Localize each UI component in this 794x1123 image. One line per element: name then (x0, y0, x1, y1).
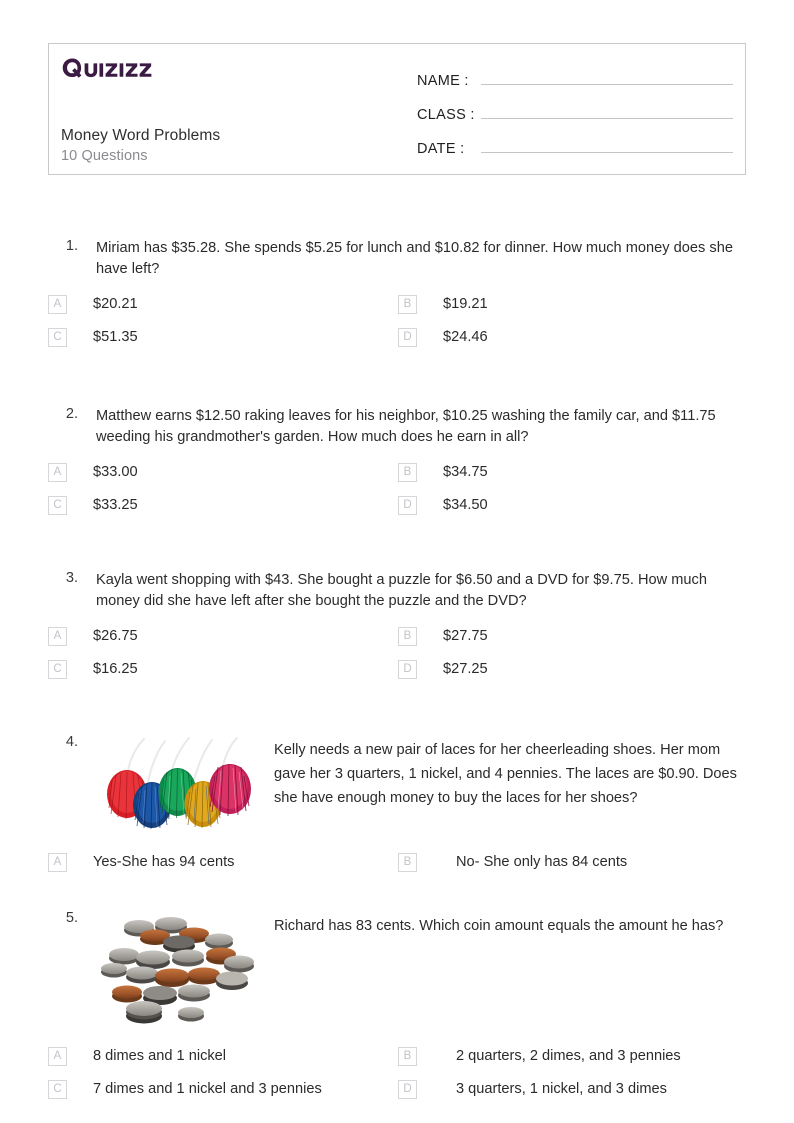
question-5 (48, 910, 746, 1099)
quizizz-logo (61, 57, 164, 79)
question-3-options (48, 626, 746, 679)
option-label: 3 quarters, 1 nickel, and 3 dimes (456, 1081, 667, 1097)
option-label: 7 dimes and 1 nickel and 3 pennies (93, 1081, 322, 1097)
question-2-header (48, 406, 746, 448)
question-4-image-wrapper (96, 734, 274, 834)
question-5-option-a[interactable] (48, 1046, 398, 1066)
pile-of-coins-image (96, 910, 266, 1028)
question-2-number: 2. (65, 406, 78, 422)
question-5-option-c[interactable] (48, 1079, 398, 1099)
option-label: $24.46 (443, 329, 488, 345)
question-3-text: Kayla went shopping with $43. She bought a puzzle for $6.50 and a DVD for $9.75. How much money did she have left after she bought the puzzle and the DVD? (96, 572, 707, 609)
question-4-header (48, 734, 746, 834)
cheerleading-pompoms-image (96, 734, 259, 834)
date-field-row (417, 137, 733, 159)
name-field-input-line[interactable] (481, 69, 733, 85)
worksheet-question-count: 10 Questions (61, 148, 148, 164)
option-row (48, 495, 746, 515)
question-1-header (48, 238, 746, 280)
option-label: Yes-She has 94 cents (93, 854, 235, 870)
name-field-row (417, 69, 733, 91)
option-letter-badge: D (398, 1080, 417, 1099)
question-2-option-d[interactable] (398, 495, 748, 515)
class-field-row (417, 103, 733, 125)
question-1-option-c[interactable] (48, 327, 398, 347)
question-3-option-d[interactable] (398, 659, 748, 679)
option-label: $33.25 (93, 497, 138, 513)
question-5-number: 5. (65, 910, 78, 926)
class-field-label: CLASS : (417, 107, 475, 123)
question-2-text: Matthew earns $12.50 raking leaves for his neighbor, $10.25 washing the family car, and $11.75 weeding his grandmother's garden. How much does he earn in all? (96, 408, 716, 445)
option-row (48, 462, 746, 482)
question-4-options (48, 852, 746, 872)
question-5-image-wrapper (96, 910, 274, 1028)
option-label: 8 dimes and 1 nickel (93, 1048, 227, 1064)
option-label: $34.75 (443, 464, 488, 480)
question-3 (48, 570, 746, 679)
question-1-option-d[interactable] (398, 327, 748, 347)
option-letter-badge: B (398, 295, 417, 314)
option-label: 2 quarters, 2 dimes, and 3 pennies (456, 1048, 681, 1064)
option-letter-badge: B (398, 627, 417, 646)
worksheet-header-card (48, 43, 746, 175)
question-3-option-b[interactable] (398, 626, 748, 646)
option-label: $20.21 (93, 296, 138, 312)
option-letter-badge: D (398, 660, 417, 679)
question-3-header (48, 570, 746, 612)
option-row (48, 327, 746, 347)
option-label: $33.00 (93, 464, 138, 480)
name-field-label: NAME : (417, 73, 469, 89)
question-5-option-b[interactable] (398, 1046, 748, 1066)
question-1-number: 1. (65, 238, 78, 254)
option-letter-badge: B (398, 1047, 417, 1066)
option-letter-badge: D (398, 328, 417, 347)
header-brand-area (61, 57, 401, 79)
question-4-option-b[interactable] (398, 852, 748, 872)
option-letter-badge: C (48, 1080, 67, 1099)
question-1 (48, 238, 746, 347)
class-field-input-line[interactable] (481, 103, 733, 119)
option-row (48, 626, 746, 646)
question-3-number: 3. (65, 570, 78, 586)
option-row (48, 1046, 746, 1066)
option-label: No- She only has 84 cents (456, 854, 628, 870)
option-label: $27.25 (443, 661, 488, 677)
question-1-text: Miriam has $35.28. She spends $5.25 for lunch and $10.82 for dinner. How much money does she have left? (96, 240, 733, 277)
option-label: $51.35 (93, 329, 138, 345)
question-1-option-a[interactable] (48, 294, 398, 314)
question-5-text: Richard has 83 cents. Which coin amount equals the amount he has? (274, 918, 724, 934)
question-4 (48, 734, 746, 872)
question-3-option-c[interactable] (48, 659, 398, 679)
question-5-options (48, 1046, 746, 1099)
option-letter-badge: C (48, 328, 67, 347)
question-4-text: Kelly needs a new pair of laces for her cheerleading shoes. Her mom gave her 3 quarters, 1 nickel, and 4 pennies. The laces are $0.90. Does she have enough money to buy the laces for her shoes? (274, 742, 737, 806)
worksheet-title: Money Word Problems (61, 127, 221, 144)
option-letter-badge: D (398, 496, 417, 515)
question-2-option-b[interactable] (398, 462, 748, 482)
option-row (48, 852, 746, 872)
question-1-options (48, 294, 746, 347)
option-label: $27.75 (443, 628, 488, 644)
question-3-option-a[interactable] (48, 626, 398, 646)
option-letter-badge: A (48, 463, 67, 482)
option-row (48, 1079, 746, 1099)
date-field-input-line[interactable] (481, 137, 733, 153)
option-label: $19.21 (443, 296, 488, 312)
option-letter-badge: C (48, 496, 67, 515)
option-letter-badge: A (48, 1047, 67, 1066)
option-label: $16.25 (93, 661, 138, 677)
question-5-header (48, 910, 746, 1028)
question-2-option-c[interactable] (48, 495, 398, 515)
option-letter-badge: A (48, 627, 67, 646)
question-1-option-b[interactable] (398, 294, 748, 314)
option-label: $26.75 (93, 628, 138, 644)
question-5-option-d[interactable] (398, 1079, 748, 1099)
option-row (48, 659, 746, 679)
option-letter-badge: A (48, 295, 67, 314)
option-letter-badge: B (398, 463, 417, 482)
option-label: $34.50 (443, 497, 488, 513)
question-4-option-a[interactable] (48, 852, 398, 872)
question-2 (48, 406, 746, 515)
date-field-label: DATE : (417, 141, 465, 157)
option-letter-badge: A (48, 853, 67, 872)
option-letter-badge: B (398, 853, 417, 872)
option-letter-badge: C (48, 660, 67, 679)
option-row (48, 294, 746, 314)
question-4-number: 4. (65, 734, 78, 750)
question-2-options (48, 462, 746, 515)
question-2-option-a[interactable] (48, 462, 398, 482)
